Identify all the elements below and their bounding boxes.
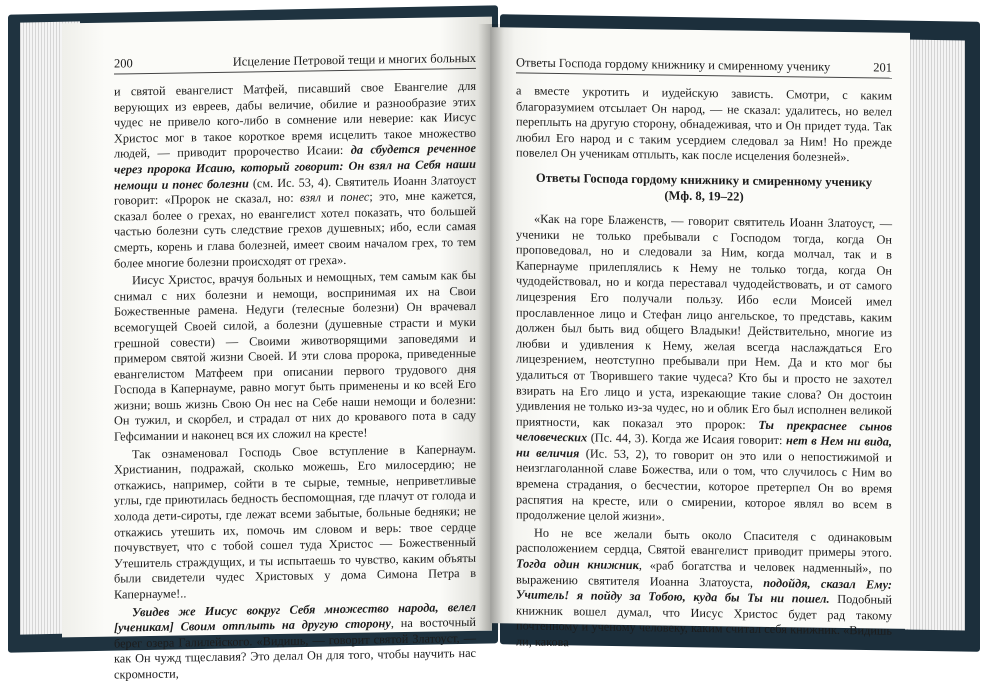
right-page-text-top [516,83,892,166]
text-run: (Ис. 53, 2), то говорит он это или о непостижимой и неизглаголанной славе Божества, или о том, что случилось с Ним во времена страдания, о бесчестии, которое претерпел Он во время распятия на кресте, или о смирении, которое являл во всем в продолжение целой жизни». [516,446,893,524]
emphasized-quote: Ты прекраснее сынов человеческих [516,417,892,445]
emphasized-quote: да сбудется реченное через пророка Исаию, который говорит: Он взял на Себя наши немощи и понес болезни [114,141,476,193]
text-run: Иисус Христос, врачуя больных и немощных, тем самым как бы снимал с них болезни и немощи, воспринимая их на Свои Божественные рамена. Недуги (телесные болезни) Он врачевал всемогущей Своей силой, а болезни (душевные страсти и муки грешной совести) — Своими животворящими заповедями и примером святой жизни Своей. И эти слова пророка, приведенные евангелистом Матфеем при описании первого трудового дня Господа в Капернауме, равно могут быть применены и ко всей Его жизни; вошь жизнь Свою Он нес на Себе наши немощи и болезни: Он тужил, и скорбел, и страдал от них до кровавого пота в саду Гефсимании и наконец вся их сложил на кресте! [114,267,476,444]
text-run: , «раб богатства и человек надменный», по выражению святителя Иоанна Златоуста, [516,558,892,590]
page-edges-right [905,40,965,631]
section-title-ref: (Мф. 8, 19–22) [664,188,744,204]
emphasized-quote: подойдя, сказал Ему: Учитель! я пойду за Тобою, куда бы Ты ни пошел. [516,575,892,607]
emphasized-quote: Тогда один книжник [516,556,639,573]
left-page-text [114,79,476,683]
left-page [62,17,492,682]
right-running-title: Ответы Господа гордому книжнику и смиренному ученику [516,55,831,74]
paragraph [516,211,892,528]
text-run: а вместе укротить и иудейскую зависть. Смотри, с каким благоразумием отсылает Он народ, — не сказал: удалитесь, но велел переплыть на другую сторону, обнадеживая, что и Он придет туда. Так любил Его народ и с таким усердием следовал за Ним! Но прежде повелел Он ученикам отплыть, как после исцеления болезней». [516,83,892,165]
italic-word: понес [340,189,370,205]
text-run: (см. Ис. 53, 4). Святитель Иоанн Златоуст говорит: «Пророк не сказал, но: [114,172,477,208]
text-run: ; это, мне кажется, сказал более о грехах, но евангелист хотел показать, что большей частью болезни суть следствие грехов душевных; ибо, если самая смерть, корень и глава болезней, имеет своим началом грех, то тем более многие болезни происходят от греха». [114,188,476,271]
text-run: «Как на горе Блаженств, — говорит святитель Иоанн Златоуст, — ученики не только пребывали с Господом тогда, когда Он проповедовал, но и следовали за Ним, когда молчал, так и в Капернауме прилеплялись к Нему не только тогда, когда Он чудодействовал, но и когда переставал чудодействовать, и от самого лицезрения Его получали пользу. Ибо если Моисей имел прославленное лицо и Стефан лицо ангельское, то представь, каким должен был быть вид общего Владыки! Действительно, многие из любви и удивления к Нему, желая всегда наслаждаться Его лицезрением, неотступно пребывали при Нем. Да и кто мог бы удалиться от Творившего такие чудеса? Кто бы и просто не захотел взирать на Его лицо и уста, изрекающие такие слова? Он достоин удивления не только из-за чудес, но и облик Его был исполнен великой приятности, как показал это пророк: [516,211,892,432]
right-page-text-bottom [516,211,892,655]
text-run: и [321,190,341,205]
italic-word: взял [299,190,321,205]
text-run: и святой евангелист Матфей, писавший свое Евангелие для верующих из евреев, дабы величие, обилие и разнообразие этих чудес не привело кого-либо в сомнение или неверие: как Иисус Христос мог в такое короткое время исцелить такое множество людей, — приводит пророчество Исаии: [114,78,476,161]
left-running-head [114,51,476,75]
emphasized-quote: Увидев же Иисус вокруг Себя множество народа, велел [ученикам] Своим отплыть на другую сторону [114,599,476,635]
text-run: (Пс. 44, 3). Когда же Исаия говорит: [587,430,787,448]
text-run: , на восточный берег озера Галилейского. «Видишь, — говорит святой Златоуст, — как Он чужд тщеславия? Это делал Он для того, чтобы научить нас скромности, [114,615,476,682]
right-running-head [516,55,892,78]
right-page-number: 201 [873,60,892,75]
paragraph [114,599,476,683]
text-run: Но не все желали быть около Спасителя с одинаковым расположением сердца, Святой евангелист приводит примеры этого. [516,525,892,561]
text-run: Так ознаменовал Господь Свое вступление в Капернаум. Христианин, подражай, сколько можешь, Его милосердию; не откажись, например, сойти в те сырые, темные, неприветливые углы, где приютилась бедность беспомощная, где плачут от голода и холода дети-сироты, где лежат всеми забытые, больные бедняки; не откажись утешить их, помочь им словом и верь: твое сердце почувствует, что с тобой сошел туда Христос — Божественный Утешитель страждущих, и ты испытаешь то чувство, каким объяты были свидетели чудес Христовых у дома Симона Петра в Капернауме!.. [114,441,476,602]
right-page [490,27,910,650]
paragraph [516,83,892,166]
section-title-line1: Ответы Господа гордому книжнику и смиренному ученику [535,170,873,190]
section-title [516,169,892,206]
paragraph [114,268,476,445]
emphasized-quote: нет в Нем ни вида, ни величия [516,433,892,461]
paragraph [114,79,476,272]
text-run: Подобный книжник вошел думал, что Иисус Христос будет рад такому почтенному и ученому человеку, каким считал себя книжник. «Видишь ли, какова [516,592,892,650]
book-gutter-shadow [478,24,504,630]
left-page-number: 200 [114,56,133,71]
paragraph [114,442,476,604]
paragraph [516,525,892,655]
left-running-title: Исцеление Петровой тещи и многих больных [232,50,476,69]
